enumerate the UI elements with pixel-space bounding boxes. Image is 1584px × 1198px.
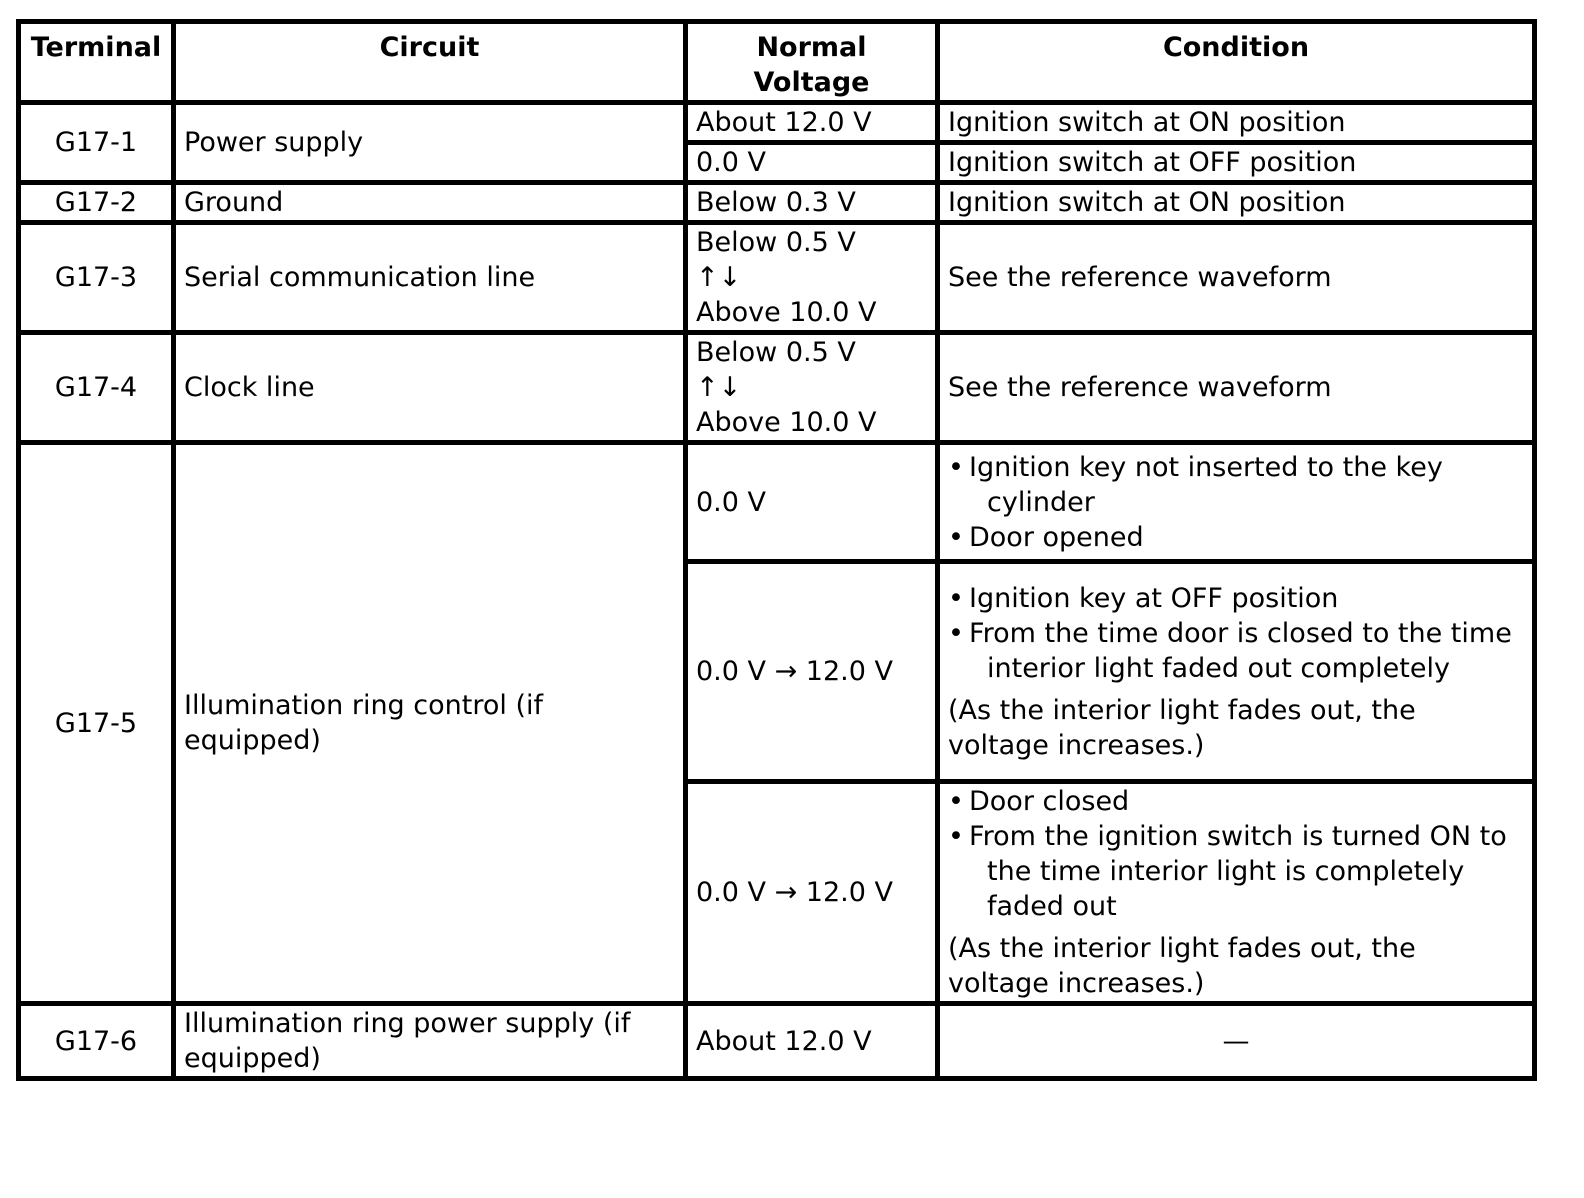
condition-list bbox=[948, 784, 1524, 924]
circuit-cell: Serial communication line bbox=[174, 223, 686, 333]
voltage-cell: About 12.0 V bbox=[686, 1004, 938, 1079]
voltage-cell: 0.0 V → 12.0 V bbox=[686, 562, 938, 782]
table-row bbox=[19, 103, 1535, 143]
table-row bbox=[19, 333, 1535, 443]
voltage-high: Above 10.0 V bbox=[696, 297, 877, 328]
updown-arrow-icon: ↑↓ bbox=[696, 262, 742, 293]
circuit-cell: Ground bbox=[174, 183, 686, 223]
condition-note: (As the interior light fades out, the voltage increases.) bbox=[948, 933, 1416, 999]
condition-cell: Ignition switch at ON position bbox=[938, 103, 1535, 143]
list-item: • Ignition key at OFF position bbox=[948, 581, 1524, 616]
list-item: • From the time door is closed to the time interior light faded out completely bbox=[948, 616, 1524, 686]
voltage-low: Below 0.5 V bbox=[696, 337, 856, 368]
condition-note: (As the interior light fades out, the voltage increases.) bbox=[948, 694, 1416, 761]
list-item: • From the ignition switch is turned ON to the time interior light is completely faded out bbox=[948, 819, 1524, 924]
voltage-cell: Below 0.3 V bbox=[686, 183, 938, 223]
voltage-cell bbox=[686, 333, 938, 443]
circuit-cell: Clock line bbox=[174, 333, 686, 443]
table-row bbox=[19, 223, 1535, 333]
header-row bbox=[19, 22, 1535, 103]
terminal-cell: G17-2 bbox=[19, 183, 174, 223]
header-terminal: Terminal bbox=[19, 22, 174, 103]
voltage-cell: 0.0 V → 12.0 V bbox=[686, 782, 938, 1004]
condition-cell: Ignition switch at ON position bbox=[938, 183, 1535, 223]
condition-cell bbox=[938, 562, 1535, 782]
terminal-cell: G17-4 bbox=[19, 333, 174, 443]
terminal-cell: G17-1 bbox=[19, 103, 174, 183]
circuit-cell: Illumination ring power supply (if equipped) bbox=[174, 1004, 686, 1079]
condition-cell bbox=[938, 782, 1535, 1004]
terminal-cell: G17-5 bbox=[19, 443, 174, 1004]
terminal-cell: G17-3 bbox=[19, 223, 174, 333]
voltage-low: Below 0.5 V bbox=[696, 227, 856, 258]
voltage-cell: 0.0 V bbox=[686, 443, 938, 562]
condition-list bbox=[948, 450, 1524, 555]
circuit-cell: Power supply bbox=[174, 103, 686, 183]
condition-cell bbox=[938, 443, 1535, 562]
voltage-cell: About 12.0 V bbox=[686, 103, 938, 143]
condition-cell: Ignition switch at OFF position bbox=[938, 143, 1535, 183]
list-item: • Door closed bbox=[948, 784, 1524, 819]
list-item: • Ignition key not inserted to the key cylinder bbox=[948, 450, 1524, 520]
table-row bbox=[19, 183, 1535, 223]
list-item: • Door opened bbox=[948, 520, 1524, 555]
header-circuit: Circuit bbox=[174, 22, 686, 103]
terminal-voltage-table bbox=[16, 19, 1537, 1081]
condition-cell: See the reference waveform bbox=[938, 333, 1535, 443]
voltage-cell bbox=[686, 223, 938, 333]
condition-list bbox=[948, 581, 1524, 686]
circuit-cell: Illumination ring control (if equipped) bbox=[174, 443, 686, 1004]
updown-arrow-icon: ↑↓ bbox=[696, 372, 742, 403]
condition-cell: See the reference waveform bbox=[938, 223, 1535, 333]
voltage-high: Above 10.0 V bbox=[696, 407, 877, 438]
table-row bbox=[19, 1004, 1535, 1079]
terminal-cell: G17-6 bbox=[19, 1004, 174, 1079]
condition-cell: — bbox=[938, 1004, 1535, 1079]
table-row bbox=[19, 443, 1535, 562]
voltage-cell: 0.0 V bbox=[686, 143, 938, 183]
header-normal-voltage: Normal Voltage bbox=[686, 22, 938, 103]
header-condition: Condition bbox=[938, 22, 1535, 103]
